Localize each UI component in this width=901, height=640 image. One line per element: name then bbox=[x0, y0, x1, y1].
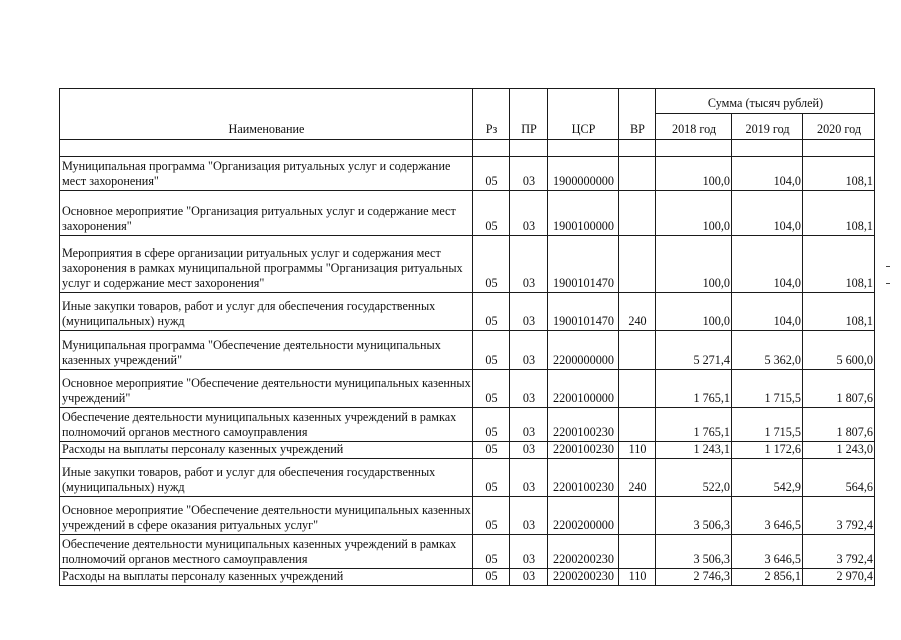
table-row bbox=[60, 370, 875, 408]
row-vr bbox=[619, 497, 656, 535]
row-2018: 100,0 bbox=[656, 236, 732, 293]
row-vr: 110 bbox=[619, 442, 656, 459]
row-2020: 108,1 bbox=[803, 157, 875, 191]
row-rz: 05 bbox=[473, 535, 510, 569]
row-2018: 1 243,1 bbox=[656, 442, 732, 459]
blank-cell bbox=[656, 140, 732, 157]
row-name: Расходы на выплаты персоналу казенных учреждений bbox=[60, 569, 473, 586]
row-2019: 3 646,5 bbox=[732, 497, 803, 535]
row-rz: 05 bbox=[473, 157, 510, 191]
row-pr: 03 bbox=[510, 370, 548, 408]
row-csr: 2200200000 bbox=[548, 497, 619, 535]
row-vr: 110 bbox=[619, 569, 656, 586]
table-row bbox=[60, 331, 875, 370]
blank-cell bbox=[619, 140, 656, 157]
table-row bbox=[60, 497, 875, 535]
row-name: Муниципальная программа "Обеспечение деятельности муниципальных казенных учреждений" bbox=[60, 331, 473, 370]
row-2020: 108,1 bbox=[803, 293, 875, 331]
row-name: Муниципальная программа "Организация ритуальных услуг и содержание мест захоронения" bbox=[60, 157, 473, 191]
row-2019: 1 715,5 bbox=[732, 370, 803, 408]
row-2019: 1 715,5 bbox=[732, 408, 803, 442]
blank-cell bbox=[510, 140, 548, 157]
row-csr: 1900101470 bbox=[548, 236, 619, 293]
row-2018: 100,0 bbox=[656, 191, 732, 236]
margin-mark bbox=[886, 283, 890, 284]
blank-cell bbox=[732, 140, 803, 157]
row-2019: 104,0 bbox=[732, 191, 803, 236]
header-year-2018: 2018 год bbox=[656, 114, 732, 140]
row-name: Мероприятия в сфере организации ритуальных услуг и содержания мест захоронения в рамках муниципальной программы "Организация ритуальных услуг и содержание мест захоронения" bbox=[60, 236, 473, 293]
row-rz: 05 bbox=[473, 236, 510, 293]
row-rz: 05 bbox=[473, 497, 510, 535]
header-pr: ПР bbox=[510, 89, 548, 140]
table-row bbox=[60, 459, 875, 497]
blank-cell bbox=[803, 140, 875, 157]
row-2018: 522,0 bbox=[656, 459, 732, 497]
row-pr: 03 bbox=[510, 459, 548, 497]
row-vr bbox=[619, 331, 656, 370]
row-rz: 05 bbox=[473, 370, 510, 408]
row-vr bbox=[619, 157, 656, 191]
table-row bbox=[60, 442, 875, 459]
row-name: Расходы на выплаты персоналу казенных учреждений bbox=[60, 442, 473, 459]
row-rz: 05 bbox=[473, 459, 510, 497]
row-name: Иные закупки товаров, работ и услуг для обеспечения государственных (муниципальных) нужд bbox=[60, 459, 473, 497]
row-csr: 2200200230 bbox=[548, 535, 619, 569]
header-vr: ВР bbox=[619, 89, 656, 140]
table-row bbox=[60, 293, 875, 331]
row-2020: 108,1 bbox=[803, 236, 875, 293]
row-csr: 1900100000 bbox=[548, 191, 619, 236]
row-2019: 1 172,6 bbox=[732, 442, 803, 459]
blank-cell bbox=[60, 140, 473, 157]
row-name: Обеспечение деятельности муниципальных казенных учреждений в рамках полномочий органов местного самоуправления bbox=[60, 535, 473, 569]
header-row-top bbox=[60, 89, 875, 114]
row-2020: 3 792,4 bbox=[803, 497, 875, 535]
row-csr: 2200100230 bbox=[548, 459, 619, 497]
table-row bbox=[60, 569, 875, 586]
row-rz: 05 bbox=[473, 569, 510, 586]
row-pr: 03 bbox=[510, 497, 548, 535]
blank-cell bbox=[548, 140, 619, 157]
row-csr: 2200000000 bbox=[548, 331, 619, 370]
table-row-blank bbox=[60, 140, 875, 157]
row-2020: 108,1 bbox=[803, 191, 875, 236]
row-rz: 05 bbox=[473, 191, 510, 236]
row-2018: 100,0 bbox=[656, 157, 732, 191]
row-pr: 03 bbox=[510, 157, 548, 191]
header-rz: Рз bbox=[473, 89, 510, 140]
row-2018: 2 746,3 bbox=[656, 569, 732, 586]
row-2019: 104,0 bbox=[732, 293, 803, 331]
row-2020: 5 600,0 bbox=[803, 331, 875, 370]
row-vr bbox=[619, 535, 656, 569]
header-sum-group: Сумма (тысяч рублей) bbox=[656, 89, 875, 114]
margin-mark bbox=[886, 266, 890, 267]
row-pr: 03 bbox=[510, 408, 548, 442]
row-2020: 564,6 bbox=[803, 459, 875, 497]
row-pr: 03 bbox=[510, 236, 548, 293]
row-vr: 240 bbox=[619, 293, 656, 331]
header-year-2020: 2020 год bbox=[803, 114, 875, 140]
row-name: Основное мероприятие "Организация ритуальных услуг и содержание мест захоронения" bbox=[60, 191, 473, 236]
row-2020: 2 970,4 bbox=[803, 569, 875, 586]
header-year-2019: 2019 год bbox=[732, 114, 803, 140]
budget-table bbox=[59, 88, 875, 586]
row-2019: 5 362,0 bbox=[732, 331, 803, 370]
row-2020: 3 792,4 bbox=[803, 535, 875, 569]
row-pr: 03 bbox=[510, 442, 548, 459]
row-csr: 2200200230 bbox=[548, 569, 619, 586]
row-2020: 1 807,6 bbox=[803, 408, 875, 442]
row-2018: 100,0 bbox=[656, 293, 732, 331]
row-csr: 2200100230 bbox=[548, 408, 619, 442]
row-rz: 05 bbox=[473, 331, 510, 370]
row-pr: 03 bbox=[510, 535, 548, 569]
row-name: Иные закупки товаров, работ и услуг для обеспечения государственных (муниципальных) нужд bbox=[60, 293, 473, 331]
header-name: Наименование bbox=[60, 89, 473, 140]
row-vr bbox=[619, 191, 656, 236]
row-2019: 3 646,5 bbox=[732, 535, 803, 569]
table-row bbox=[60, 191, 875, 236]
row-2019: 104,0 bbox=[732, 236, 803, 293]
table-row bbox=[60, 157, 875, 191]
row-vr bbox=[619, 370, 656, 408]
table-row bbox=[60, 236, 875, 293]
row-name: Основное мероприятие "Обеспечение деятельности муниципальных казенных учреждений" bbox=[60, 370, 473, 408]
row-pr: 03 bbox=[510, 331, 548, 370]
header-csr: ЦСР bbox=[548, 89, 619, 140]
row-csr: 1900101470 bbox=[548, 293, 619, 331]
table-row bbox=[60, 535, 875, 569]
row-pr: 03 bbox=[510, 569, 548, 586]
row-2020: 1 243,0 bbox=[803, 442, 875, 459]
row-rz: 05 bbox=[473, 408, 510, 442]
row-vr: 240 bbox=[619, 459, 656, 497]
row-2018: 5 271,4 bbox=[656, 331, 732, 370]
row-2019: 2 856,1 bbox=[732, 569, 803, 586]
row-pr: 03 bbox=[510, 293, 548, 331]
row-2018: 3 506,3 bbox=[656, 497, 732, 535]
table-row bbox=[60, 408, 875, 442]
row-csr: 2200100230 bbox=[548, 442, 619, 459]
row-vr bbox=[619, 236, 656, 293]
blank-cell bbox=[473, 140, 510, 157]
row-csr: 2200100000 bbox=[548, 370, 619, 408]
row-2019: 542,9 bbox=[732, 459, 803, 497]
row-csr: 1900000000 bbox=[548, 157, 619, 191]
row-2018: 1 765,1 bbox=[656, 370, 732, 408]
row-2019: 104,0 bbox=[732, 157, 803, 191]
row-2018: 3 506,3 bbox=[656, 535, 732, 569]
row-rz: 05 bbox=[473, 442, 510, 459]
row-rz: 05 bbox=[473, 293, 510, 331]
row-pr: 03 bbox=[510, 191, 548, 236]
row-name: Обеспечение деятельности муниципальных казенных учреждений в рамках полномочий органов местного самоуправления bbox=[60, 408, 473, 442]
row-name: Основное мероприятие "Обеспечение деятельности муниципальных казенных учреждений в сфере оказания ритуальных услуг" bbox=[60, 497, 473, 535]
row-2020: 1 807,6 bbox=[803, 370, 875, 408]
row-vr bbox=[619, 408, 656, 442]
row-2018: 1 765,1 bbox=[656, 408, 732, 442]
